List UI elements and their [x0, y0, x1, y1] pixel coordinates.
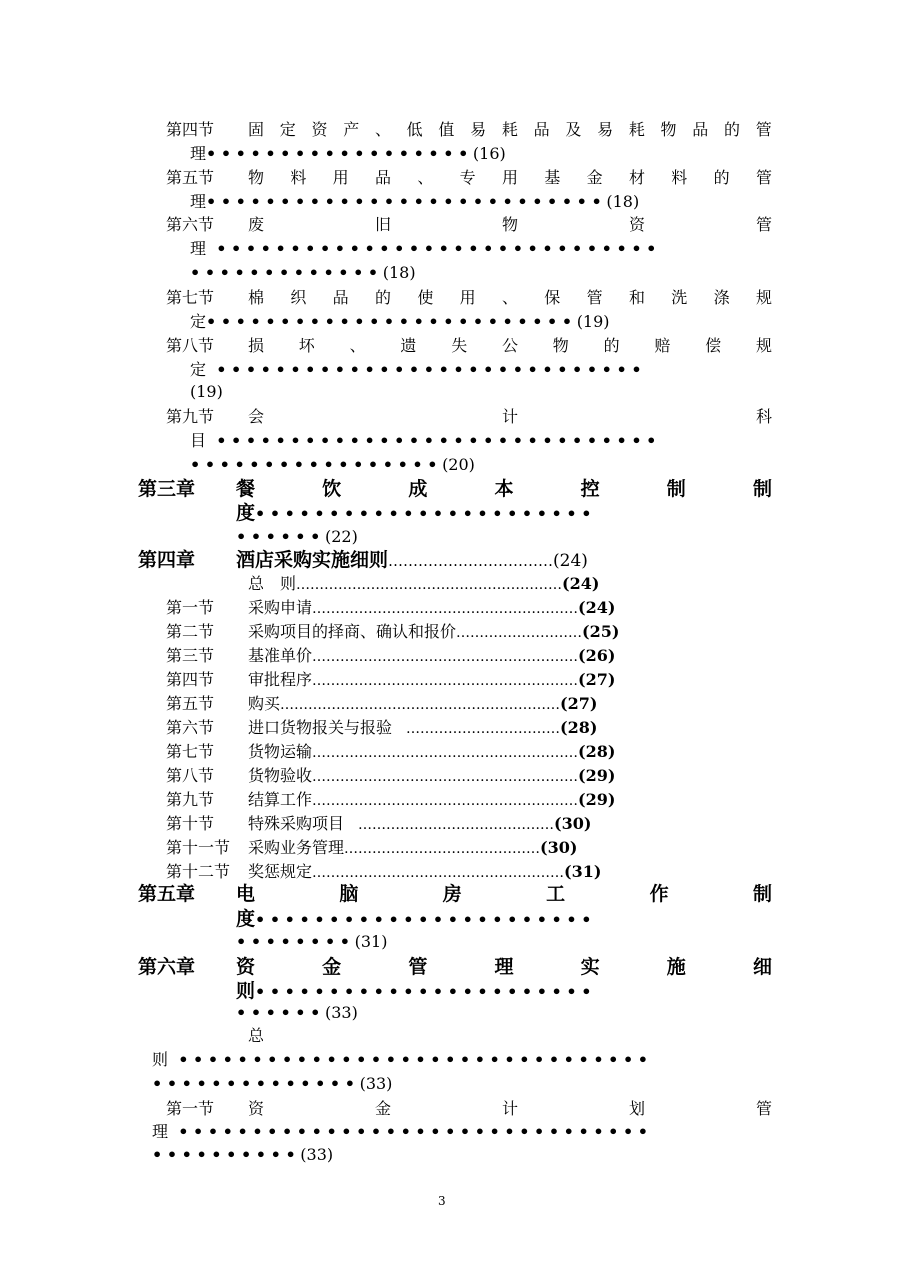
toc-c4-item: [248, 644, 615, 668]
toc-section-8-title: 损 坏 、 遗 失 公 物 的 赔 偿 规: [248, 336, 772, 355]
toc-c4-item-title: 货物运输: [248, 742, 313, 761]
toc-chapter-6-title: 资 金 管 理 实 施 细: [236, 956, 772, 978]
toc-chapter-5-title: 电 脑 房 工 作 制: [236, 883, 772, 905]
toc-section-6-leader-2: •••••••••••••(18): [190, 263, 416, 282]
toc-c4-item-page: (28): [560, 718, 598, 737]
toc-chapter-5-page: (31): [354, 932, 388, 951]
toc-c4-item-leader: ……………………………………………………: [280, 697, 561, 713]
toc-section-9-leader-2: •••••••••••••••••(20): [190, 455, 475, 474]
toc-c4-item: [248, 740, 615, 764]
toc-c4-item: [248, 716, 597, 740]
toc-c4-item-leader: …………………………………………………: [312, 673, 579, 689]
toc-chapter-5-leader: 度•••••••••••••••••••••••: [236, 908, 597, 930]
toc-c4-item: [248, 692, 597, 716]
toc-c6-general-a: 总: [248, 1026, 265, 1045]
toc-c4-item-leader: ……………………………………: [344, 817, 555, 833]
toc-c4-item-page: (29): [578, 790, 616, 809]
toc-section-7-label: 第七节: [166, 288, 215, 307]
toc-c4-item-page: (29): [578, 766, 616, 785]
toc-section-7-title: 棉 织 品 的 使 用 、 保 管 和 洗 涤 规: [248, 288, 772, 307]
toc-c4-item-page: (30): [554, 814, 592, 833]
toc-c4-item-label: 第七节: [166, 742, 215, 761]
toc-chapter-6-leader: 则•••••••••••••••••••••••: [236, 980, 597, 1002]
toc-c6-section-1-label: 第一节: [166, 1099, 215, 1118]
toc-c4-item-leader: ………………………: [456, 625, 583, 641]
toc-c4-item-title: 购买: [248, 694, 281, 713]
toc-chapter-3-page: (22): [324, 527, 358, 546]
toc-c4-item: [248, 596, 615, 620]
toc-section-6-page: (18): [382, 263, 416, 282]
toc-c4-item-leader: …………………………………………………: [296, 577, 563, 593]
toc-section-5-title: 物 料 用 品 、 专 用 基 金 材 料 的 管: [248, 168, 772, 187]
toc-chapter-6-leader-2: ••••••(33): [236, 1003, 358, 1022]
toc-c4-item-title: 货物验收: [248, 766, 313, 785]
toc-chapter-4-page: (24): [553, 551, 588, 571]
toc-c6-section-1-page: (33): [300, 1145, 334, 1164]
toc-c4-item-leader: …………………………………………………: [312, 793, 579, 809]
toc-c4-item-title: 奖惩规定: [248, 862, 313, 881]
toc-section-4-title: 固 定 资 产 、 低 值 易 耗 品 及 易 耗 物 品 的 管: [248, 120, 772, 139]
toc-c4-item-label: 第八节: [166, 766, 215, 785]
toc-c4-item-title: 进口货物报关与报验: [248, 718, 393, 737]
toc-chapter-4-title: 酒店采购实施细则: [236, 549, 389, 571]
toc-c4-item-page: (27): [560, 694, 598, 713]
toc-c4-item-page: (27): [578, 670, 616, 689]
toc-section-4-page: (16): [472, 144, 506, 163]
toc-section-7-page: (19): [576, 312, 610, 331]
toc-chapter-6-page: (33): [324, 1003, 358, 1022]
toc-c4-item: [248, 788, 615, 812]
toc-c6-section-1-leader-2: ••••••••••(33): [152, 1145, 334, 1164]
toc-c4-item-title: 采购申请: [248, 598, 313, 617]
toc-c4-item-title: 采购项目的择商、确认和报价: [248, 622, 457, 641]
toc-chapter-3-leader-2: ••••••(22): [236, 527, 358, 546]
toc-section-6-leader: 理 ••••••••••••••••••••••••••••••: [190, 239, 661, 258]
toc-c4-item: [248, 572, 599, 596]
toc-section-4-label: 第四节: [166, 120, 215, 139]
toc-c6-general-page: (33): [359, 1074, 393, 1093]
toc-c4-item-page: (31): [564, 862, 602, 881]
toc-chapter-4-title-row: 酒店采购实施细则……………………………(24): [236, 549, 588, 571]
toc-section-5-label: 第五节: [166, 168, 215, 187]
toc-section-9-leader: 目 ••••••••••••••••••••••••••••••: [190, 431, 661, 450]
toc-c4-item-label: 第三节: [166, 646, 215, 665]
toc-section-9-label: 第九节: [166, 407, 215, 426]
toc-c4-item-page: (24): [562, 574, 600, 593]
toc-section-9-page: (20): [442, 455, 475, 474]
toc-chapter-6-label: 第六章: [138, 956, 196, 978]
toc-c4-item-title: 总 则: [248, 574, 297, 593]
toc-c4-item-leader: …………………………………………………: [312, 745, 579, 761]
toc-c4-item-page: (24): [578, 598, 616, 617]
toc-c4-item-page: (25): [582, 622, 620, 641]
toc-c6-general-leader-2: ••••••••••••••(33): [152, 1074, 393, 1093]
toc-c4-item-label: 第二节: [166, 622, 215, 641]
toc-c4-item-title: 特殊采购项目: [248, 814, 345, 833]
toc-section-9-title: 会 计 科: [248, 407, 772, 426]
toc-section-4-leader: 理••••••••••••••••••(16): [190, 144, 506, 163]
toc-c4-item-title: 基准单价: [248, 646, 313, 665]
toc-c4-item-leader: ……………………………: [392, 721, 561, 737]
toc-section-5-leader: 理•••••••••••••••••••••••••••(18): [190, 192, 640, 211]
toc-c4-item-title: 采购业务管理: [248, 838, 345, 857]
toc-c6-section-1-leader: 理 ••••••••••••••••••••••••••••••••: [152, 1122, 653, 1141]
toc-c4-item-leader: …………………………………………………: [312, 649, 579, 665]
toc-section-6-title: 废 旧 物 资 管: [248, 215, 772, 234]
toc-c4-item-label: 第五节: [166, 694, 215, 713]
toc-c4-item-leader: ……………………………………: [344, 841, 541, 857]
toc-c4-item-leader: …………………………………………………: [312, 769, 579, 785]
toc-section-8-label: 第八节: [166, 336, 215, 355]
toc-c4-item-label: 第十二节: [166, 862, 231, 881]
page-number: 3: [438, 1194, 446, 1208]
toc-c4-item: [248, 620, 619, 644]
toc-c6-general-leader: 则 ••••••••••••••••••••••••••••••••: [152, 1050, 653, 1069]
toc-c6-section-1-title: 资 金 计 划 管: [248, 1099, 772, 1118]
toc-c4-item: [248, 668, 615, 692]
toc-section-7-leader: 定•••••••••••••••••••••••••(19): [190, 312, 610, 331]
toc-c4-item-label: 第九节: [166, 790, 215, 809]
toc-chapter-5-leader-2: ••••••••(31): [236, 932, 388, 951]
toc-chapter-5-label: 第五章: [138, 883, 196, 905]
toc-c4-item: [248, 836, 577, 860]
toc-chapter-3-title: 餐 饮 成 本 控 制 制: [236, 478, 772, 500]
toc-c4-item-page: (28): [578, 742, 616, 761]
toc-c4-item-leader: …………………………………………………: [312, 601, 579, 617]
toc-c4-item: [248, 812, 591, 836]
toc-section-8-leader: 定 •••••••••••••••••••••••••••••: [190, 360, 647, 379]
toc-section-6-label: 第六节: [166, 215, 215, 234]
toc-section-8-page: (19): [190, 382, 223, 401]
toc-chapter-4-label: 第四章: [138, 549, 196, 571]
toc-c4-item-label: 第十一节: [166, 838, 231, 857]
toc-chapter-3-label: 第三章: [138, 478, 196, 500]
toc-c4-item: [248, 764, 615, 788]
toc-c4-item-page: (30): [540, 838, 578, 857]
toc-c4-item-leader: ………………………………………………: [312, 865, 565, 881]
toc-c4-item-label: 第十节: [166, 814, 215, 833]
toc-c4-item-label: 第四节: [166, 670, 215, 689]
toc-c4-item-page: (26): [578, 646, 616, 665]
toc-c4-item-title: 结算工作: [248, 790, 313, 809]
toc-section-5-page: (18): [606, 192, 640, 211]
toc-c4-item-title: 审批程序: [248, 670, 313, 689]
toc-c4-item-label: 第六节: [166, 718, 215, 737]
toc-chapter-3-leader: 度•••••••••••••••••••••••: [236, 502, 597, 524]
toc-c4-item-label: 第一节: [166, 598, 215, 617]
